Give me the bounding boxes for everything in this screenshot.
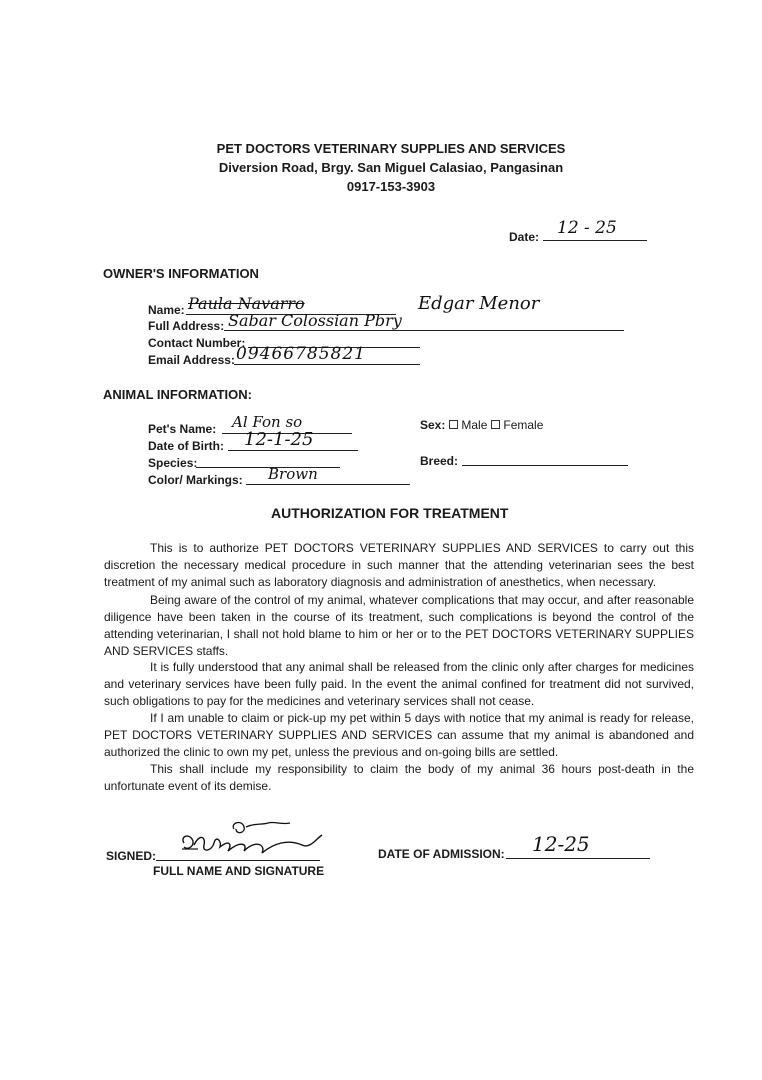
pet-name-value[interactable]: Al Fon so <box>232 413 303 431</box>
address-line <box>224 330 624 331</box>
address-value[interactable]: Sabar Colossian Pbry <box>228 311 402 330</box>
paragraph-5: This shall include my responsibility to claim the body of my animal 36 hours post-death in the unfortunate event of its demise. <box>104 762 694 793</box>
dob-value[interactable]: 12-1-25 <box>244 429 314 450</box>
email-line <box>234 364 420 365</box>
female-checkbox[interactable] <box>491 420 500 429</box>
paragraph-2: Being aware of the control of my animal, whatever complications that may occur, and after reasonable diligence have been taken in the course of its treatment, such complications is beyond the control of the attending veterinarian, I shall not hold blame to him or her or to the PET DOCTORS VETERINARY SUPPLIES AND SERVICES staffs. <box>104 593 694 658</box>
owner-section-title: OWNER'S INFORMATION <box>103 266 259 281</box>
name-value[interactable]: Edgar Menor <box>418 293 540 314</box>
sex-label: Sex: <box>420 418 446 432</box>
handwritten-signature <box>170 815 330 863</box>
name-label: Name: <box>148 303 185 317</box>
address-label: Full Address: <box>148 319 225 333</box>
paragraph-1: This is to authorize PET DOCTORS VETERINARY SUPPLIES AND SERVICES to carry out this discretion the necessary medical procedure in such manner that the attending veterinarian sees the best treatment of my animal such as laboratory diagnosis and administration of anesthetics, when necessary. <box>104 541 694 589</box>
sex-field <box>420 418 543 432</box>
company-phone: 0917-153-3903 <box>346 179 436 194</box>
male-label: Male <box>461 418 488 432</box>
dob-line <box>228 450 358 451</box>
company-name: PET DOCTORS VETERINARY SUPPLIES AND SERVICES <box>216 141 566 156</box>
male-checkbox[interactable] <box>449 420 458 429</box>
name-struck-value: Paula Navarro <box>188 294 305 313</box>
authorization-title: AUTHORIZATION FOR TREATMENT <box>271 505 509 521</box>
color-label: Color/ Markings: <box>148 473 243 487</box>
female-label: Female <box>503 418 544 432</box>
animal-section-title: ANIMAL INFORMATION: <box>103 387 252 402</box>
admission-line <box>506 858 650 859</box>
paragraph-3: It is fully understood that any animal shall be released from the clinic only after charges for medicines and veterinary services have been fully paid. In the event the animal confined for treatment did not survived, such obligations to pay for the medicines and veterinary services shall not cease. <box>104 660 694 708</box>
admission-label: DATE OF ADMISSION: <box>378 847 505 861</box>
date-label: Date: <box>509 230 540 244</box>
signed-label: SIGNED: <box>106 849 157 863</box>
color-value[interactable]: Brown <box>268 465 318 483</box>
date-value[interactable]: 12 - 25 <box>557 218 617 238</box>
pet-name-label: Pet's Name: <box>148 422 217 436</box>
color-line <box>246 484 410 485</box>
date-line <box>543 240 647 241</box>
breed-label: Breed: <box>420 454 459 468</box>
company-address: Diversion Road, Brgy. San Miguel Calasiao, Pangasinan <box>218 160 564 175</box>
contact-label: Contact Number: <box>148 336 246 350</box>
email-value[interactable]: 09466785821 <box>236 344 366 364</box>
paragraph-4: If I am unable to claim or pick-up my pet within 5 days with notice that my animal is ready for release, PET DOCTORS VETERINARY SUPPLIES AND SERVICES can assume that my animal is abandoned and authorized the clinic to own my pet, unless the previous and on-going bills are settled. <box>104 711 694 759</box>
signature-caption: FULL NAME AND SIGNATURE <box>153 864 325 878</box>
species-label: Species: <box>148 456 198 470</box>
admission-value[interactable]: 12-25 <box>532 832 590 856</box>
email-label: Email Address: <box>148 353 235 367</box>
dob-label: Date of Birth: <box>148 439 224 453</box>
breed-line <box>462 465 628 466</box>
